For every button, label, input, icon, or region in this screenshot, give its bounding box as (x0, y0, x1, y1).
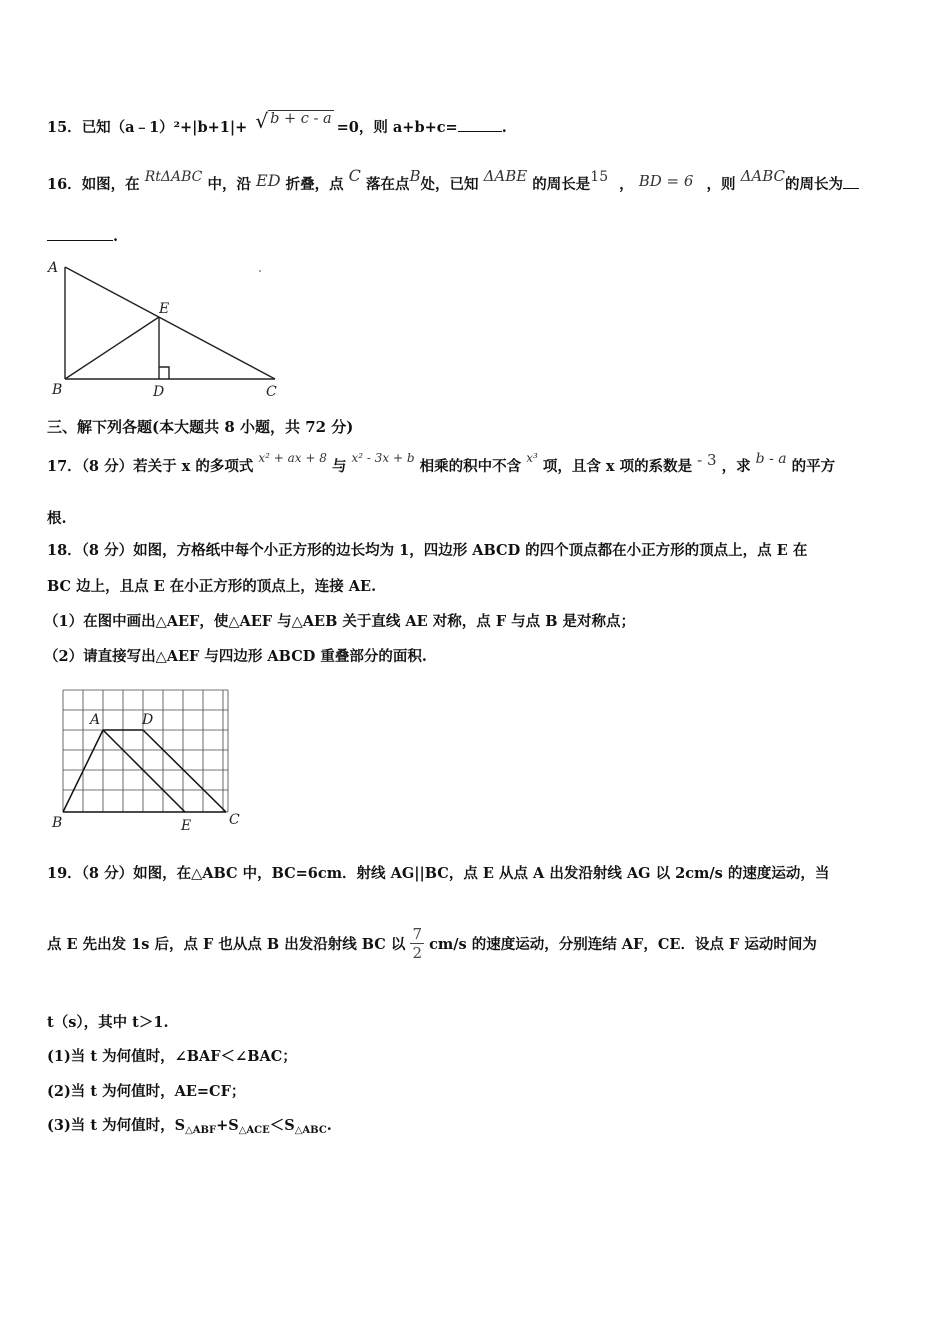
question-16 (47, 166, 859, 194)
q17-math-4: - 3 (697, 451, 717, 469)
question-19-line-2 (47, 925, 817, 962)
fig16-right-angle-mark (159, 367, 169, 379)
q15-answer-blank (458, 117, 502, 132)
question-19-part-2: (2)当 t 为何值时，AE=CF； (47, 1083, 246, 1100)
fig18-label-d: D (142, 712, 154, 728)
q15-text-4: . (501, 119, 507, 136)
q19-fraction-numerator: 7 (412, 925, 423, 943)
q16-text-8: ，则 (706, 176, 736, 193)
q15-sqrt (255, 109, 333, 137)
q16-math-7: BD = 6 (638, 172, 694, 190)
question-19-part-1: (1)当 t 为何值时，∠BAF＜∠BAC； (47, 1048, 297, 1065)
q15-text-3: =0，则 a+b+c= (336, 119, 458, 136)
q15-number: 15． (47, 119, 82, 136)
q17-text-5: ，求 (721, 458, 751, 475)
q16-text-1: 如图，在 (81, 176, 140, 193)
section-3-heading: 三、解下列各题(本大题共 8 小题，共 72 分) (47, 418, 354, 436)
q16-text-7: ， (619, 176, 634, 193)
q15-text-2: ²+|b+1|+ (173, 119, 248, 136)
question-18-part-2: （2）请直接写出△AEF 与四边形 ABCD 重叠部分的面积. (44, 648, 427, 665)
q16-text-4: 落在点 (365, 176, 410, 193)
q16-math-4: B (409, 167, 421, 185)
question-18-part-1: （1）在图中画出△AEF，使△AEF 与△AEB 关于直线 AE 对称，点 F 与点 B 是对称点； (44, 613, 636, 630)
q16-math-2: ED (256, 171, 281, 190)
q16-text-6: 的周长是 (532, 176, 591, 193)
fig16-label-e: E (159, 301, 170, 317)
fig16-side-ac (65, 267, 275, 379)
q17-text-1: （8 分）若关于 x 的多项式 (81, 458, 254, 475)
fig16-dot (259, 270, 261, 272)
question-18-line-2: BC 边上，且点 E 在小正方形的顶点上，连接 AE. (47, 578, 377, 595)
q17-number: 17． (47, 458, 82, 475)
q17-math-2: x² - 3x + b (351, 451, 415, 465)
fig18-segment-ae (103, 730, 185, 812)
q16-answer-blank-a (843, 174, 859, 189)
fig18-label-c: C (229, 812, 240, 828)
q17-math-3: x³ (526, 451, 538, 465)
q16-text-5: 处，已知 (420, 176, 479, 193)
q15-radicand: b + c - a (270, 111, 332, 127)
q19-text-2b: cm/s 的速度运动，分别连结 AF，CE．设点 F 运动时间为 (429, 936, 817, 953)
fig16-label-b: B (52, 382, 63, 398)
fig18-side-dc (143, 730, 226, 812)
q15-text-1: 已知（a﹣1） (81, 119, 174, 136)
fig16-label-d: D (153, 384, 165, 400)
q17-text-2: 与 (331, 458, 347, 475)
figure-18 (48, 682, 258, 832)
fig16-label-a: A (48, 260, 59, 276)
q16-text-2: 中，沿 (207, 176, 251, 193)
fig16-label-c: C (266, 384, 277, 400)
figure-16 (40, 255, 300, 405)
q16-math-5: ΔABE (483, 167, 528, 185)
q17-text-6: 的平方 (791, 458, 836, 475)
question-19-line-3: t（s），其中 t＞1. (47, 1014, 169, 1031)
q19-part3-text-a: (3)当 t 为何值时，S (47, 1117, 186, 1134)
q17-text-3: 相乘的积中不含 (419, 458, 522, 475)
question-18-line-1: 18．（8 分）如图，方格纸中每个小正方形的边长均为 1，四边形 ABCD 的四个顶点都在小正方形的顶点上，点 E 在 (47, 542, 808, 559)
question-17 (47, 451, 836, 476)
question-19-line-1: 19．（8 分）如图，在△ABC 中，BC=6cm．射线 AG||BC，点 E 从点 A 出发沿射线 AG 以 2cm/s 的速度运动，当 (47, 865, 830, 882)
fig18-label-e: E (181, 818, 192, 832)
q16-math-3: C (348, 166, 361, 185)
fig18-grid (63, 690, 228, 812)
q16-text-3: 折叠，点 (285, 176, 344, 193)
question-17-cont: 根. (47, 510, 67, 527)
q19-part3-text-d: . (326, 1117, 332, 1134)
q16-math-8: ΔABC (740, 167, 786, 185)
q17-text-4: 项，且含 x 项的系数是 (542, 458, 693, 475)
q19-sub-ace: △ACE (238, 1125, 270, 1136)
q16-text-9: 的周长为 (785, 176, 844, 193)
question-19-part-3 (47, 1114, 332, 1135)
q17-math-1: x² + ax + 8 (258, 451, 327, 465)
fig16-segment-be (65, 317, 159, 379)
q16-number: 16． (47, 176, 82, 193)
q16-answer-blank-b (47, 226, 113, 241)
q19-sub-abc: △ABC (294, 1125, 327, 1136)
q16-text-10: . (113, 228, 119, 245)
q17-math-5: b - a (755, 451, 787, 467)
q19-fraction (410, 925, 424, 962)
q19-sub-abf: △ABF (185, 1125, 217, 1136)
q19-fraction-denominator: 2 (412, 944, 423, 962)
q16-math-1: RtΔABC (144, 169, 203, 185)
question-16-cont (47, 226, 118, 245)
q19-part3-text-c: ＜S (269, 1117, 295, 1134)
q15-sqrt-sign: √ (255, 109, 269, 133)
fig18-label-a: A (90, 712, 101, 728)
q19-text-2a: 点 E 先出发 1s 后，点 F 也从点 B 出发沿射线 BC 以 (47, 936, 406, 953)
question-15 (47, 109, 507, 137)
q16-math-6: 15 (590, 169, 609, 185)
q19-part3-text-b: +S (216, 1117, 239, 1134)
fig18-label-b: B (52, 815, 63, 831)
